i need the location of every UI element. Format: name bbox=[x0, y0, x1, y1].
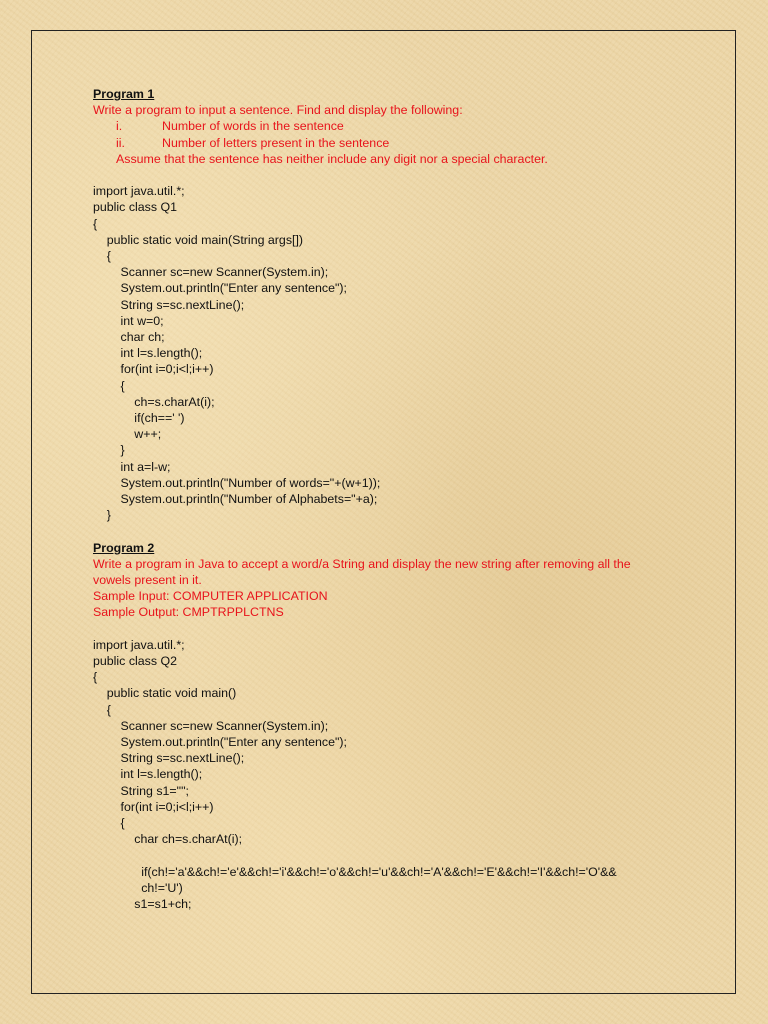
code-line: } bbox=[93, 443, 125, 458]
code-line: ch!='U') bbox=[93, 880, 183, 895]
spacer bbox=[93, 621, 713, 637]
code-line: String s=sc.nextLine(); bbox=[93, 751, 245, 766]
code-line bbox=[93, 848, 713, 864]
code-line: if(ch!='a'&&ch!='e'&&ch!='i'&&ch!='o'&&ch!='u'&&ch!='A'&&ch!='E'&&ch!='I'&&ch!='O'&& bbox=[93, 864, 617, 879]
program-1-item-2 bbox=[93, 135, 713, 151]
program-1-question: Write a program to input a sentence. Find and display the following: bbox=[93, 103, 463, 118]
code-line: public static void main() bbox=[93, 686, 237, 701]
program-1-code bbox=[93, 183, 713, 523]
code-line: { bbox=[93, 670, 98, 685]
code-line: public class Q1 bbox=[93, 200, 178, 215]
code-line: ch=s.charAt(i); bbox=[93, 394, 215, 409]
program-1-item-1 bbox=[93, 118, 713, 134]
code-line: { bbox=[93, 216, 98, 231]
code-line: import java.util.*; bbox=[93, 637, 185, 652]
code-line: for(int i=0;i<l;i++) bbox=[93, 362, 214, 377]
list-number: ii. bbox=[116, 135, 125, 150]
document-body bbox=[93, 86, 713, 912]
code-line: } bbox=[93, 508, 111, 523]
program-2-question: Write a program in Java to accept a word/a String and display the new string after removing all the vowels present in it. bbox=[93, 556, 631, 588]
program-2-heading: Program 2 bbox=[93, 540, 155, 555]
code-line: int w=0; bbox=[93, 313, 164, 328]
code-line: char ch; bbox=[93, 330, 165, 345]
code-line: if(ch==' ') bbox=[93, 411, 185, 426]
code-line: int a=l-w; bbox=[93, 459, 171, 474]
code-line: System.out.println("Number of words="+(w+1)); bbox=[93, 475, 381, 490]
code-line: s1=s1+ch; bbox=[93, 897, 192, 912]
code-line: { bbox=[93, 249, 111, 264]
code-line: String s1=""; bbox=[93, 783, 189, 798]
code-line: int l=s.length(); bbox=[93, 346, 203, 361]
spacer bbox=[93, 523, 713, 539]
list-text: Number of letters present in the sentence bbox=[162, 135, 390, 150]
program-2-code bbox=[93, 637, 713, 912]
program-1-assumption: Assume that the sentence has neither include any digit nor a special character. bbox=[116, 151, 548, 166]
code-line: System.out.println("Enter any sentence"); bbox=[93, 281, 347, 296]
program-1-heading: Program 1 bbox=[93, 87, 155, 101]
code-line: public static void main(String args[]) bbox=[93, 232, 304, 247]
program-2-sample-input: Sample Input: COMPUTER APPLICATION bbox=[93, 589, 328, 604]
code-line: for(int i=0;i<l;i++) bbox=[93, 799, 214, 814]
program-2-sample-output: Sample Output: CMPTRPPLCTNS bbox=[93, 605, 284, 620]
code-line: { bbox=[93, 378, 125, 393]
code-line: Scanner sc=new Scanner(System.in); bbox=[93, 265, 329, 280]
code-line: int l=s.length(); bbox=[93, 767, 203, 782]
code-line: { bbox=[93, 816, 125, 831]
code-line: public class Q2 bbox=[93, 654, 178, 669]
code-line: { bbox=[93, 702, 111, 717]
spacer bbox=[93, 167, 713, 183]
list-number: i. bbox=[116, 119, 123, 134]
code-line: System.out.println("Number of Alphabets="+a); bbox=[93, 492, 378, 507]
code-line: System.out.println("Enter any sentence"); bbox=[93, 735, 347, 750]
code-line: char ch=s.charAt(i); bbox=[93, 832, 243, 847]
code-line: import java.util.*; bbox=[93, 184, 185, 199]
code-line: String s=sc.nextLine(); bbox=[93, 297, 245, 312]
code-line: Scanner sc=new Scanner(System.in); bbox=[93, 718, 329, 733]
list-text: Number of words in the sentence bbox=[162, 119, 344, 134]
code-line: w++; bbox=[93, 427, 162, 442]
